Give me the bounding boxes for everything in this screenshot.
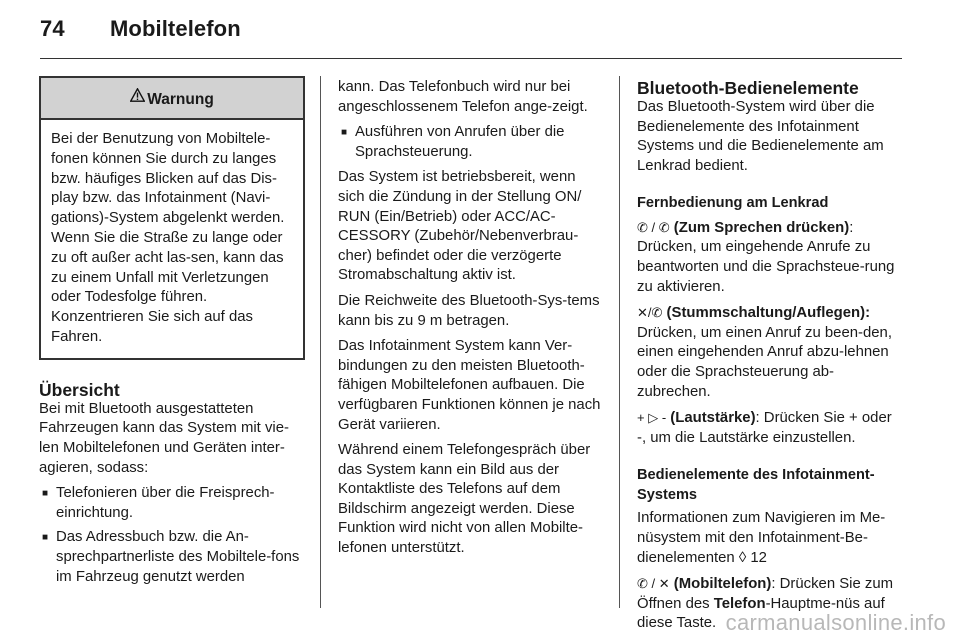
- overview-bullet-list: [39, 484, 305, 587]
- page-header: [40, 16, 241, 42]
- column-2: [338, 78, 606, 565]
- reference-page: 12: [750, 549, 767, 566]
- header-rule: [40, 58, 902, 59]
- page-number: 74: [40, 16, 65, 41]
- reference-arrow-icon: ◊: [738, 549, 747, 566]
- column-3: [637, 78, 903, 640]
- warning-text: Bei der Benutzung von Mobiltele-fonen können Sie durch zu langes bzw. häufiges Blicken auf das Dis-play bzw. das Infotainment (Navi-gations)-System abgelenkt werden. Wenn Sie die Straße zu lange oder zu oft außer acht las-sen, kann das zu einem Unfall mit Verletzungen oder Todesfolge führen. Konzentrieren Sie sich auf das Fahren.: [51, 131, 285, 345]
- paragraph: Die Reichweite des Bluetooth-Sys-tems kann bis zu 9 m betragen.: [338, 292, 600, 329]
- column-divider-2: [619, 76, 620, 608]
- paragraph: Das System ist betriebsbereit, wenn sich die Zündung in der Stellung ON/ RUN (Ein/Betrieb) oder ACC/AC-CESSORY (Zubehör/Nebenverbrau-cher) befindet oder die verzögerte Stromabschaltung aktiv ist.: [338, 169, 582, 284]
- bluetooth-intro: Das Bluetooth-System wird über die Bedienelemente des Infotainment Systems und die Bedienelemente am Lenkrad bedient.: [637, 99, 884, 174]
- control-mute-hangup: [637, 303, 903, 402]
- control-separator: :: [755, 410, 760, 427]
- bullet-continuation: kann. Das Telefonbuch wird nur bei angeschlossenem Telefon ange-zeigt.: [338, 79, 588, 115]
- control-description: Drücken, um eingehende Anrufe zu beantworten und die Sprachsteue-rung zu aktivieren.: [637, 239, 895, 295]
- column-1: [39, 76, 305, 593]
- volume-icon: + ▷ -: [637, 410, 667, 426]
- control-description: Drücken Sie + oder -, um die Lautstärke einzustellen.: [637, 410, 892, 446]
- warning-box: [39, 76, 305, 360]
- overview-intro: Bei mit Bluetooth ausgestatteten Fahrzeugen kann das System mit vie-len Mobiltelefonen und Geräten inter-agieren, sodass:: [39, 400, 289, 476]
- push-to-talk-icon: ✆ / ✆: [637, 219, 670, 235]
- warning-triangle-icon: [130, 78, 145, 118]
- warning-label: Warnung: [147, 91, 214, 108]
- remote-heading: Fernbedienung am Lenkrad: [637, 195, 829, 212]
- control-description: : Drücken Sie zum Öffnen des: [637, 576, 894, 612]
- control-volume: [637, 408, 903, 448]
- control-label: (Zum Sprechen drücken): [673, 219, 850, 236]
- infotainment-description: Informationen zum Navigieren im Me-nüsystem mit den Infotainment-Be-dienelementen: [637, 510, 886, 566]
- page-title: Mobiltelefon: [110, 16, 241, 41]
- warning-header: [41, 78, 303, 120]
- control-label: (Mobiltelefon): [673, 576, 772, 593]
- infotainment-text: [637, 509, 903, 568]
- mute-hangup-icon: ✕/✆: [637, 305, 663, 321]
- paragraph: Das Infotainment System kann Ver-bindungen zu den meisten Bluetooth-fähigen Mobiltelefonen aufbauen. Die verfügbaren Funktionen können je nach Gerät variieren.: [338, 338, 601, 433]
- infotainment-heading: Bedienelemente des Infotainment-Systems: [637, 467, 875, 503]
- control-label: (Lautstärke): [670, 410, 756, 427]
- control-label: (Stummschaltung/Auflegen):: [666, 305, 871, 322]
- list-item: ■ Telefonieren über die Freisprech-einrichtung.: [39, 484, 305, 523]
- control-description: Drücken, um einen Anruf zu been-den, einen eingehenden Anruf abzu-lehnen oder die Sprachsteuerung ab-zubrechen.: [637, 324, 892, 400]
- phone-icon: ✆ / ✕: [637, 576, 670, 592]
- overview-bullet-list-2: [338, 123, 606, 162]
- column-divider-1: [320, 76, 321, 608]
- control-description-end: -Hauptme-nüs auf diese Taste.: [637, 595, 885, 632]
- list-item: ■ Ausführen von Anrufen über die Sprachsteuerung.: [338, 123, 606, 162]
- telefon-word: Telefon: [713, 595, 766, 612]
- control-push-to-talk: [637, 218, 903, 297]
- watermark: carmanualsonline.info: [725, 610, 946, 635]
- bluetooth-heading: Bluetooth-Bedienelemente: [637, 78, 859, 98]
- overview-heading: Übersicht: [39, 379, 120, 400]
- control-separator: :: [849, 219, 854, 236]
- paragraph: Während einem Telefongespräch über das System kann ein Bild aus der Kontaktliste des Telefons auf dem Bildschirm angezeigt werden. Diese Funktion wird nicht von allen Mobilte-lefonen unterstützt.: [338, 442, 591, 557]
- list-item: ■ Das Adressbuch bzw. die An-sprechpartnerliste des Mobiltele-fons im Fahrzeug genutzt werden: [39, 528, 305, 587]
